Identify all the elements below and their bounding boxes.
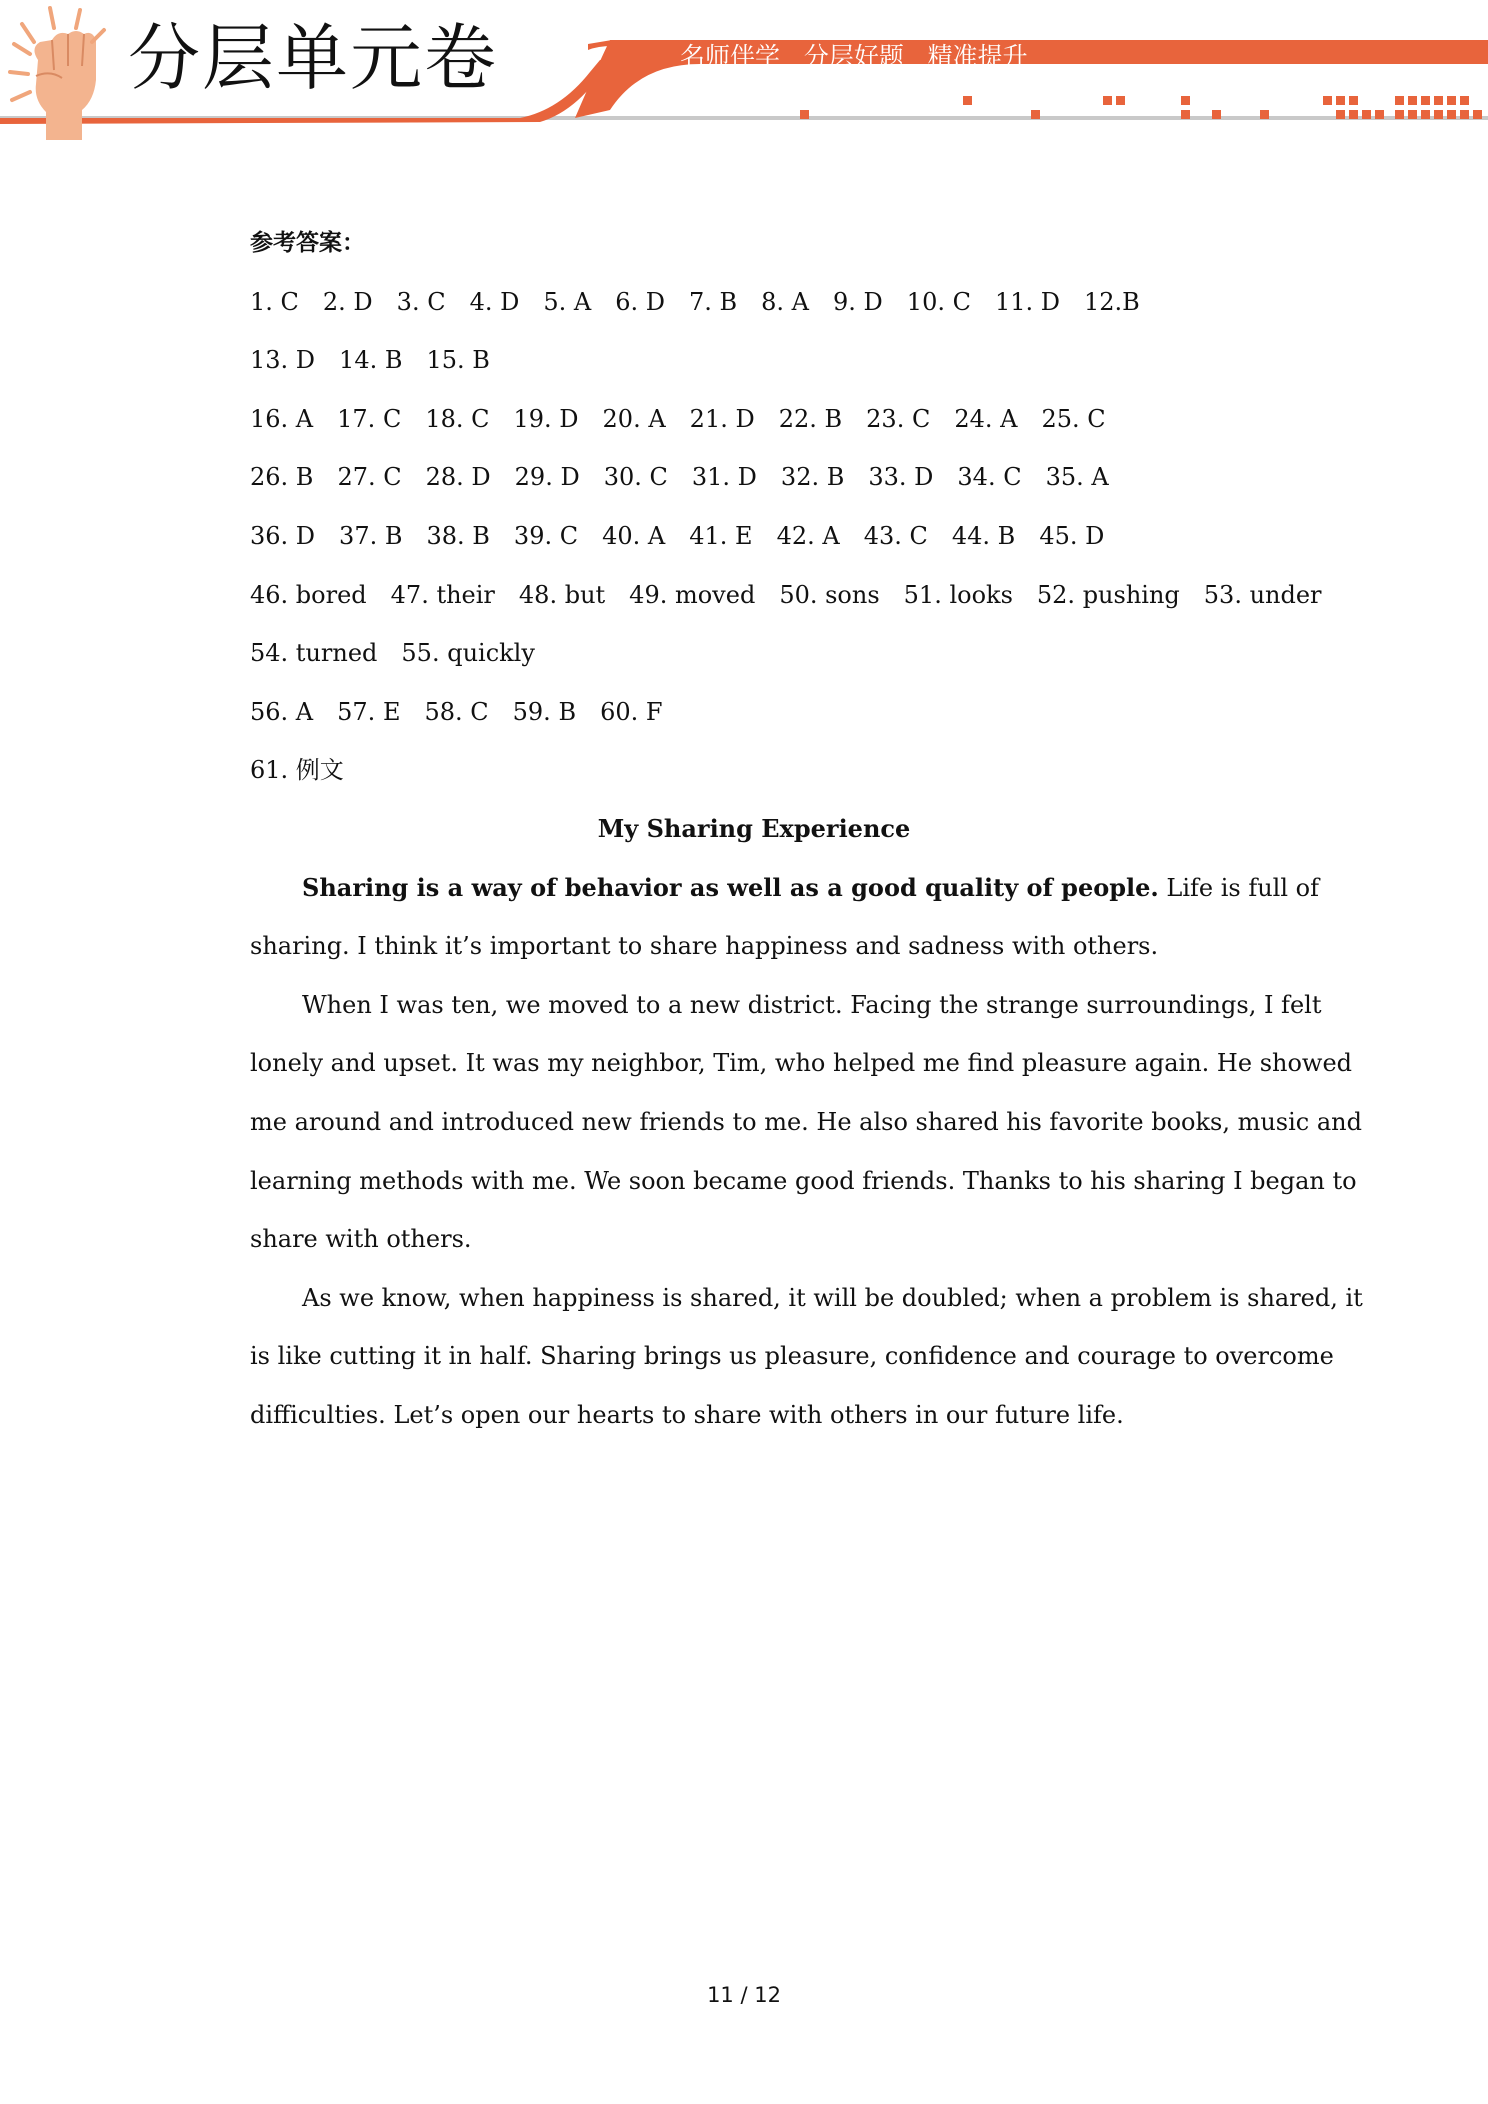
answer-row <box>250 273 1250 332</box>
answer-item: 17. C <box>337 404 402 433</box>
answer-item: 3. C <box>396 287 446 316</box>
essay-text: is like cutting it in half. Sharing brings us pleasure, confidence and courage to overcome <box>250 1342 1334 1371</box>
answer-item: 41. E <box>689 521 753 550</box>
answer-item: 29. D <box>514 463 580 492</box>
answer-item: 18. C <box>425 404 490 433</box>
answer-item: 32. B <box>780 463 845 492</box>
essay-text: sharing. I think it’s important to share happiness and sadness with others. <box>250 932 1159 961</box>
answer-item: 37. B <box>339 521 403 550</box>
answer-key-list <box>250 273 1322 742</box>
answer-item: 9. D <box>833 287 883 316</box>
answer-item: 1. C <box>250 287 299 316</box>
answer-item: 44. B <box>951 521 1016 550</box>
essay-paragraph-1 <box>250 859 1319 918</box>
answer-item: 39. C <box>513 521 579 550</box>
essay-text: lonely and upset. It was my neighbor, Tim, who helped me find pleasure again. He showed <box>250 1049 1353 1078</box>
essay-text: me around and introduced new friends to me. He also shared his favorite books, music and <box>250 1107 1362 1136</box>
answer-item: 51. looks <box>903 580 1013 609</box>
answer-item: 13. D <box>250 346 316 375</box>
answer-item: 53. under <box>1203 580 1322 609</box>
answer-item: 40. A <box>602 521 666 550</box>
page-content <box>250 214 1363 1444</box>
answer-item: 14. B <box>339 346 403 375</box>
pixel-squares-decoration <box>800 96 1482 119</box>
answer-item: 16. A <box>250 404 314 433</box>
answer-item: 7. B <box>688 287 738 316</box>
page-number: 11 / 12 <box>707 1983 781 2007</box>
answer-item: 19. D <box>513 404 579 433</box>
answer-item: 10. C <box>906 287 971 316</box>
answer-row <box>250 566 1322 625</box>
answer-item: 38. B <box>426 521 490 550</box>
answer-item: 34. C <box>957 463 1022 492</box>
essay-text: share with others. <box>250 1225 472 1254</box>
answer-item: 6. D <box>615 287 665 316</box>
essay-topic-sentence: Sharing is a way of behavior as well as a good quality of people. <box>302 872 1159 902</box>
answer-item: 52. pushing <box>1036 580 1180 609</box>
answer-item: 35. A <box>1045 463 1109 492</box>
answer-item: 49. moved <box>629 580 756 609</box>
answer-item: 60. F <box>600 697 663 726</box>
answer-item: 25. C <box>1041 404 1106 433</box>
answer-item: 8. A <box>761 287 810 316</box>
answer-row <box>250 683 1250 742</box>
answer-row <box>250 390 1250 449</box>
answer-item: 45. D <box>1039 521 1105 550</box>
answer-item: 27. C <box>337 463 402 492</box>
answer-item: 47. their <box>390 580 495 609</box>
answer-item: 23. C <box>866 404 931 433</box>
answer-item: 55. quickly <box>401 639 535 668</box>
answer-item: 59. B <box>512 697 577 726</box>
answer-item: 36. D <box>250 521 316 550</box>
brand-title: 分层单元卷 <box>128 16 499 100</box>
answer-item: 21. D <box>689 404 755 433</box>
answer-item: 54. turned <box>250 639 378 668</box>
answer-item: 26. B <box>250 463 314 492</box>
answer-item: 56. A <box>250 697 314 726</box>
answer-item: 20. A <box>602 404 666 433</box>
q61-label: 61. 例文 <box>250 756 344 785</box>
answer-item: 33. D <box>868 463 934 492</box>
page-header <box>0 0 1488 150</box>
essay-text: learning methods with me. We soon became good friends. Thanks to his sharing I began to <box>250 1166 1357 1195</box>
answer-item: 58. C <box>424 697 489 726</box>
answer-item: 24. A <box>954 404 1018 433</box>
essay-paragraph-3: As we know, when happiness is shared, it will be doubled; when a problem is shared, it <box>302 1283 1363 1312</box>
answer-item: 57. E <box>337 697 401 726</box>
answer-row <box>250 624 1250 683</box>
answer-item: 2. D <box>322 287 373 316</box>
answer-item: 22. B <box>778 404 843 433</box>
answer-item: 31. D <box>691 463 757 492</box>
essay-text: difficulties. Let’s open our hearts to share with others in our future life. <box>250 1400 1124 1429</box>
answer-item: 50. sons <box>779 580 880 609</box>
answer-row <box>250 448 1250 507</box>
answer-item: 12.B <box>1084 287 1140 316</box>
essay-paragraph-2: When I was ten, we moved to a new district. Facing the strange surroundings, I felt <box>302 990 1322 1019</box>
essay-title: My Sharing Experience <box>597 813 911 843</box>
answers-heading: 参考答案： <box>250 230 365 256</box>
answer-item: 4. D <box>469 287 520 316</box>
answer-item: 42. A <box>776 521 840 550</box>
answer-item: 5. A <box>543 287 592 316</box>
answer-item: 30. C <box>603 463 668 492</box>
answer-item: 15. B <box>426 346 490 375</box>
header-slogan: 名师伴学 分层好题 精准提升 <box>680 42 1028 71</box>
essay-text: Life is full of <box>1158 873 1319 902</box>
answer-row <box>250 507 1250 566</box>
answer-item: 46. bored <box>250 580 367 609</box>
answer-item: 11. D <box>994 287 1061 316</box>
answer-row <box>250 331 1250 390</box>
answer-item: 28. D <box>425 463 491 492</box>
answer-item: 43. C <box>863 521 928 550</box>
answer-item: 48. but <box>518 580 606 609</box>
